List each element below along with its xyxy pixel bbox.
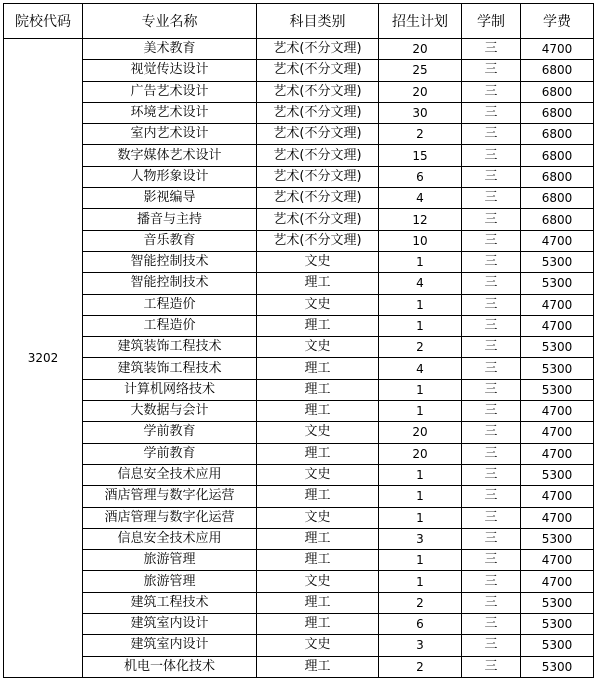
subject-category-cell: 文史 bbox=[257, 337, 379, 358]
subject-category-cell: 理工 bbox=[257, 358, 379, 379]
tuition-cell: 6800 bbox=[521, 145, 594, 166]
subject-category-cell: 理工 bbox=[257, 592, 379, 613]
table-row bbox=[4, 507, 594, 528]
subject-category-cell: 文史 bbox=[257, 571, 379, 592]
subject-category-cell: 文史 bbox=[257, 507, 379, 528]
study-years-cell: 三 bbox=[462, 337, 521, 358]
enrollment-plan-cell: 1 bbox=[379, 379, 462, 400]
table-row bbox=[4, 251, 594, 272]
enrollment-plan-cell: 2 bbox=[379, 337, 462, 358]
enrollment-plan-cell: 25 bbox=[379, 60, 462, 81]
enrollment-plan-cell: 1 bbox=[379, 294, 462, 315]
major-name-cell: 信息安全技术应用 bbox=[83, 528, 257, 549]
tuition-cell: 4700 bbox=[521, 571, 594, 592]
enrollment-plan-cell: 3 bbox=[379, 635, 462, 656]
tuition-cell: 4700 bbox=[521, 315, 594, 336]
major-name-cell: 智能控制技术 bbox=[83, 251, 257, 272]
study-years-cell: 三 bbox=[462, 230, 521, 251]
subject-category-cell: 艺术(不分文理) bbox=[257, 102, 379, 123]
table-row bbox=[4, 464, 594, 485]
tuition-cell: 5300 bbox=[521, 464, 594, 485]
enrollment-plan-cell: 2 bbox=[379, 656, 462, 677]
header-study-years: 学制 bbox=[462, 4, 521, 39]
subject-category-cell: 理工 bbox=[257, 614, 379, 635]
tuition-cell: 4700 bbox=[521, 401, 594, 422]
study-years-cell: 三 bbox=[462, 60, 521, 81]
enrollment-plan-table bbox=[3, 3, 594, 678]
tuition-cell: 5300 bbox=[521, 337, 594, 358]
major-name-cell: 学前教育 bbox=[83, 422, 257, 443]
tuition-cell: 4700 bbox=[521, 230, 594, 251]
enrollment-plan-cell: 6 bbox=[379, 166, 462, 187]
major-name-cell: 酒店管理与数字化运营 bbox=[83, 486, 257, 507]
major-name-cell: 旅游管理 bbox=[83, 550, 257, 571]
subject-category-cell: 文史 bbox=[257, 422, 379, 443]
table-row bbox=[4, 124, 594, 145]
table-row bbox=[4, 209, 594, 230]
tuition-cell: 6800 bbox=[521, 124, 594, 145]
major-name-cell: 智能控制技术 bbox=[83, 273, 257, 294]
enrollment-plan-cell: 1 bbox=[379, 486, 462, 507]
subject-category-cell: 文史 bbox=[257, 251, 379, 272]
enrollment-plan-cell: 10 bbox=[379, 230, 462, 251]
subject-category-cell: 艺术(不分文理) bbox=[257, 166, 379, 187]
major-name-cell: 建筑室内设计 bbox=[83, 614, 257, 635]
study-years-cell: 三 bbox=[462, 571, 521, 592]
subject-category-cell: 理工 bbox=[257, 315, 379, 336]
enrollment-plan-cell: 15 bbox=[379, 145, 462, 166]
subject-category-cell: 理工 bbox=[257, 379, 379, 400]
enrollment-plan-cell: 1 bbox=[379, 507, 462, 528]
major-name-cell: 旅游管理 bbox=[83, 571, 257, 592]
table-row bbox=[4, 550, 594, 571]
major-name-cell: 音乐教育 bbox=[83, 230, 257, 251]
enrollment-table-container bbox=[3, 3, 593, 678]
table-row bbox=[4, 166, 594, 187]
study-years-cell: 三 bbox=[462, 251, 521, 272]
table-body bbox=[4, 39, 594, 678]
study-years-cell: 三 bbox=[462, 528, 521, 549]
enrollment-plan-cell: 30 bbox=[379, 102, 462, 123]
subject-category-cell: 理工 bbox=[257, 401, 379, 422]
subject-category-cell: 艺术(不分文理) bbox=[257, 230, 379, 251]
study-years-cell: 三 bbox=[462, 635, 521, 656]
enrollment-plan-cell: 3 bbox=[379, 528, 462, 549]
tuition-cell: 5300 bbox=[521, 528, 594, 549]
header-enrollment-plan: 招生计划 bbox=[379, 4, 462, 39]
major-name-cell: 数字媒体艺术设计 bbox=[83, 145, 257, 166]
table-row bbox=[4, 592, 594, 613]
table-row bbox=[4, 273, 594, 294]
table-row bbox=[4, 486, 594, 507]
tuition-cell: 4700 bbox=[521, 550, 594, 571]
major-name-cell: 工程造价 bbox=[83, 315, 257, 336]
header-tuition: 学费 bbox=[521, 4, 594, 39]
table-row bbox=[4, 230, 594, 251]
tuition-cell: 4700 bbox=[521, 39, 594, 60]
major-name-cell: 影视编导 bbox=[83, 188, 257, 209]
table-row bbox=[4, 39, 594, 60]
major-name-cell: 广告艺术设计 bbox=[83, 81, 257, 102]
tuition-cell: 5300 bbox=[521, 635, 594, 656]
major-name-cell: 建筑装饰工程技术 bbox=[83, 337, 257, 358]
subject-category-cell: 文史 bbox=[257, 464, 379, 485]
table-row bbox=[4, 401, 594, 422]
enrollment-plan-cell: 2 bbox=[379, 124, 462, 145]
subject-category-cell: 艺术(不分文理) bbox=[257, 39, 379, 60]
study-years-cell: 三 bbox=[462, 166, 521, 187]
table-row bbox=[4, 635, 594, 656]
study-years-cell: 三 bbox=[462, 656, 521, 677]
enrollment-plan-cell: 1 bbox=[379, 401, 462, 422]
table-row bbox=[4, 60, 594, 81]
subject-category-cell: 理工 bbox=[257, 273, 379, 294]
tuition-cell: 4700 bbox=[521, 486, 594, 507]
subject-category-cell: 艺术(不分文理) bbox=[257, 188, 379, 209]
major-name-cell: 信息安全技术应用 bbox=[83, 464, 257, 485]
study-years-cell: 三 bbox=[462, 315, 521, 336]
table-row bbox=[4, 422, 594, 443]
enrollment-plan-cell: 2 bbox=[379, 592, 462, 613]
enrollment-plan-cell: 20 bbox=[379, 39, 462, 60]
table-row bbox=[4, 294, 594, 315]
enrollment-plan-cell: 12 bbox=[379, 209, 462, 230]
tuition-cell: 5300 bbox=[521, 273, 594, 294]
subject-category-cell: 艺术(不分文理) bbox=[257, 209, 379, 230]
study-years-cell: 三 bbox=[462, 507, 521, 528]
major-name-cell: 机电一体化技术 bbox=[83, 656, 257, 677]
tuition-cell: 5300 bbox=[521, 379, 594, 400]
subject-category-cell: 理工 bbox=[257, 486, 379, 507]
study-years-cell: 三 bbox=[462, 550, 521, 571]
subject-category-cell: 理工 bbox=[257, 656, 379, 677]
study-years-cell: 三 bbox=[462, 102, 521, 123]
subject-category-cell: 艺术(不分文理) bbox=[257, 60, 379, 81]
table-row bbox=[4, 188, 594, 209]
tuition-cell: 4700 bbox=[521, 507, 594, 528]
school-code-cell: 3202 bbox=[4, 39, 83, 678]
tuition-cell: 4700 bbox=[521, 422, 594, 443]
study-years-cell: 三 bbox=[462, 443, 521, 464]
major-name-cell: 建筑室内设计 bbox=[83, 635, 257, 656]
tuition-cell: 6800 bbox=[521, 209, 594, 230]
subject-category-cell: 艺术(不分文理) bbox=[257, 124, 379, 145]
study-years-cell: 三 bbox=[462, 188, 521, 209]
major-name-cell: 美术教育 bbox=[83, 39, 257, 60]
major-name-cell: 酒店管理与数字化运营 bbox=[83, 507, 257, 528]
table-row bbox=[4, 315, 594, 336]
tuition-cell: 5300 bbox=[521, 656, 594, 677]
header-school-code: 院校代码 bbox=[4, 4, 83, 39]
study-years-cell: 三 bbox=[462, 81, 521, 102]
study-years-cell: 三 bbox=[462, 209, 521, 230]
tuition-cell: 6800 bbox=[521, 60, 594, 81]
major-name-cell: 室内艺术设计 bbox=[83, 124, 257, 145]
study-years-cell: 三 bbox=[462, 464, 521, 485]
subject-category-cell: 艺术(不分文理) bbox=[257, 145, 379, 166]
header-major-name: 专业名称 bbox=[83, 4, 257, 39]
tuition-cell: 5300 bbox=[521, 358, 594, 379]
table-row bbox=[4, 379, 594, 400]
major-name-cell: 建筑装饰工程技术 bbox=[83, 358, 257, 379]
tuition-cell: 6800 bbox=[521, 166, 594, 187]
study-years-cell: 三 bbox=[462, 486, 521, 507]
enrollment-plan-cell: 1 bbox=[379, 464, 462, 485]
table-row bbox=[4, 81, 594, 102]
major-name-cell: 建筑工程技术 bbox=[83, 592, 257, 613]
subject-category-cell: 文史 bbox=[257, 635, 379, 656]
table-row bbox=[4, 358, 594, 379]
major-name-cell: 播音与主持 bbox=[83, 209, 257, 230]
table-row bbox=[4, 443, 594, 464]
study-years-cell: 三 bbox=[462, 422, 521, 443]
study-years-cell: 三 bbox=[462, 379, 521, 400]
enrollment-plan-cell: 20 bbox=[379, 422, 462, 443]
enrollment-plan-cell: 6 bbox=[379, 614, 462, 635]
table-row bbox=[4, 528, 594, 549]
enrollment-plan-cell: 20 bbox=[379, 81, 462, 102]
major-name-cell: 大数据与会计 bbox=[83, 401, 257, 422]
enrollment-plan-cell: 4 bbox=[379, 273, 462, 294]
enrollment-plan-cell: 1 bbox=[379, 571, 462, 592]
study-years-cell: 三 bbox=[462, 39, 521, 60]
subject-category-cell: 理工 bbox=[257, 443, 379, 464]
enrollment-plan-cell: 1 bbox=[379, 251, 462, 272]
study-years-cell: 三 bbox=[462, 614, 521, 635]
major-name-cell: 环境艺术设计 bbox=[83, 102, 257, 123]
enrollment-plan-cell: 20 bbox=[379, 443, 462, 464]
enrollment-plan-cell: 4 bbox=[379, 358, 462, 379]
tuition-cell: 6800 bbox=[521, 188, 594, 209]
study-years-cell: 三 bbox=[462, 358, 521, 379]
table-row bbox=[4, 614, 594, 635]
tuition-cell: 5300 bbox=[521, 614, 594, 635]
study-years-cell: 三 bbox=[462, 145, 521, 166]
table-row bbox=[4, 337, 594, 358]
tuition-cell: 4700 bbox=[521, 443, 594, 464]
tuition-cell: 6800 bbox=[521, 102, 594, 123]
study-years-cell: 三 bbox=[462, 124, 521, 145]
major-name-cell: 计算机网络技术 bbox=[83, 379, 257, 400]
major-name-cell: 视觉传达设计 bbox=[83, 60, 257, 81]
major-name-cell: 学前教育 bbox=[83, 443, 257, 464]
subject-category-cell: 理工 bbox=[257, 550, 379, 571]
tuition-cell: 5300 bbox=[521, 592, 594, 613]
enrollment-plan-cell: 1 bbox=[379, 315, 462, 336]
header-subject-category: 科目类别 bbox=[257, 4, 379, 39]
table-row bbox=[4, 656, 594, 677]
enrollment-plan-cell: 1 bbox=[379, 550, 462, 571]
table-row bbox=[4, 145, 594, 166]
study-years-cell: 三 bbox=[462, 592, 521, 613]
study-years-cell: 三 bbox=[462, 294, 521, 315]
study-years-cell: 三 bbox=[462, 273, 521, 294]
tuition-cell: 6800 bbox=[521, 81, 594, 102]
subject-category-cell: 理工 bbox=[257, 528, 379, 549]
tuition-cell: 5300 bbox=[521, 251, 594, 272]
table-header-row bbox=[4, 4, 594, 39]
tuition-cell: 4700 bbox=[521, 294, 594, 315]
table-row bbox=[4, 102, 594, 123]
enrollment-plan-cell: 4 bbox=[379, 188, 462, 209]
subject-category-cell: 文史 bbox=[257, 294, 379, 315]
major-name-cell: 人物形象设计 bbox=[83, 166, 257, 187]
table-row bbox=[4, 571, 594, 592]
study-years-cell: 三 bbox=[462, 401, 521, 422]
major-name-cell: 工程造价 bbox=[83, 294, 257, 315]
subject-category-cell: 艺术(不分文理) bbox=[257, 81, 379, 102]
